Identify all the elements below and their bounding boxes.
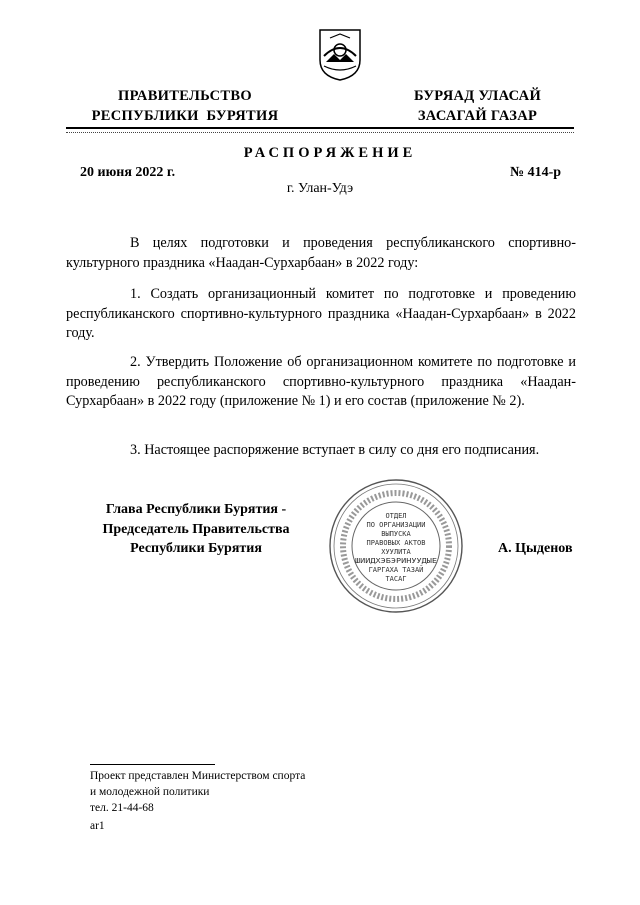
- footer-line2: и молодежной политики: [90, 786, 210, 798]
- paragraph-item-1: 1. Создать организационный комитет по подготовке и проведению республиканского спортивно-культурного праздника «Наадан-Сурхарбаан» в 2022 году.: [66, 286, 576, 341]
- header-right-line1: БУРЯАД УЛАСАЙ: [413, 88, 542, 104]
- footer-line1: Проект представлен Министерством спорта: [90, 770, 306, 782]
- signatory-name: А. Цыденов: [498, 541, 573, 556]
- header-left: [80, 86, 290, 126]
- signatory-title: [66, 500, 326, 559]
- paragraph-intro: В целях подготовки и проведения республиканского спортивно-культурного праздника «Наадан-Сурхарбаан» в 2022 году:: [66, 235, 576, 271]
- header-divider-dotted: [66, 132, 574, 133]
- footer-line3: тел. 21-44-68: [90, 802, 154, 814]
- stamp-line4: ПРАВОВЫХ АКТОВ: [366, 539, 426, 547]
- signatory-line3: Республики Бурятия: [130, 541, 262, 556]
- header-divider: [66, 127, 574, 129]
- paragraph-item-2: 2. Утвердить Положение об организационном комитете по подготовке и проведению республиканского спортивно-культурного праздника «Наадан-Сурхарбаан» в 2022 году (приложение № 1) и его состав (приложение № 2).: [66, 354, 576, 409]
- document-date: 20 июня 2022 г.: [80, 165, 176, 180]
- official-stamp: [326, 476, 466, 616]
- footer-note: [90, 768, 305, 816]
- header-left-line2: РЕСПУБЛИКИ БУРЯТИЯ: [91, 108, 279, 124]
- stamp-line3: ВЫПУСКА: [381, 530, 411, 538]
- paragraph-item-3: 3. Настоящее распоряжение вступает в силу со дня его подписания.: [130, 442, 540, 458]
- signatory-line1: Глава Республики Бурятия -: [105, 502, 287, 517]
- document-title: РАСПОРЯЖЕНИЕ: [243, 145, 417, 161]
- signatory-line2: Председатель Правительства: [102, 521, 290, 537]
- coat-of-arms-emblem: [316, 26, 364, 82]
- stamp-line5: ХУУЛИТА: [381, 548, 411, 556]
- document-number: № 414-р: [510, 165, 562, 180]
- footer-code: ar1: [90, 820, 105, 832]
- stamp-line7: ГАРГАХА ТАЗАЙ: [368, 566, 424, 574]
- header-left-line1: ПРАВИТЕЛЬСТВО: [118, 88, 252, 104]
- header-right-line2: ЗАСАГАЙ ГАЗАР: [417, 108, 538, 124]
- header-right: [380, 86, 575, 126]
- document-city: г. Улан-Удэ: [286, 181, 354, 196]
- stamp-line2: ПО ОРГАНИЗАЦИИ: [366, 521, 426, 529]
- stamp-line6: ШИИДХЭБЭРИНУУДЫЕ: [355, 557, 437, 565]
- stamp-line1: ОТДЕЛ: [385, 512, 407, 520]
- stamp-line8: ТАСАГ: [385, 575, 407, 583]
- footer-divider: [90, 764, 215, 765]
